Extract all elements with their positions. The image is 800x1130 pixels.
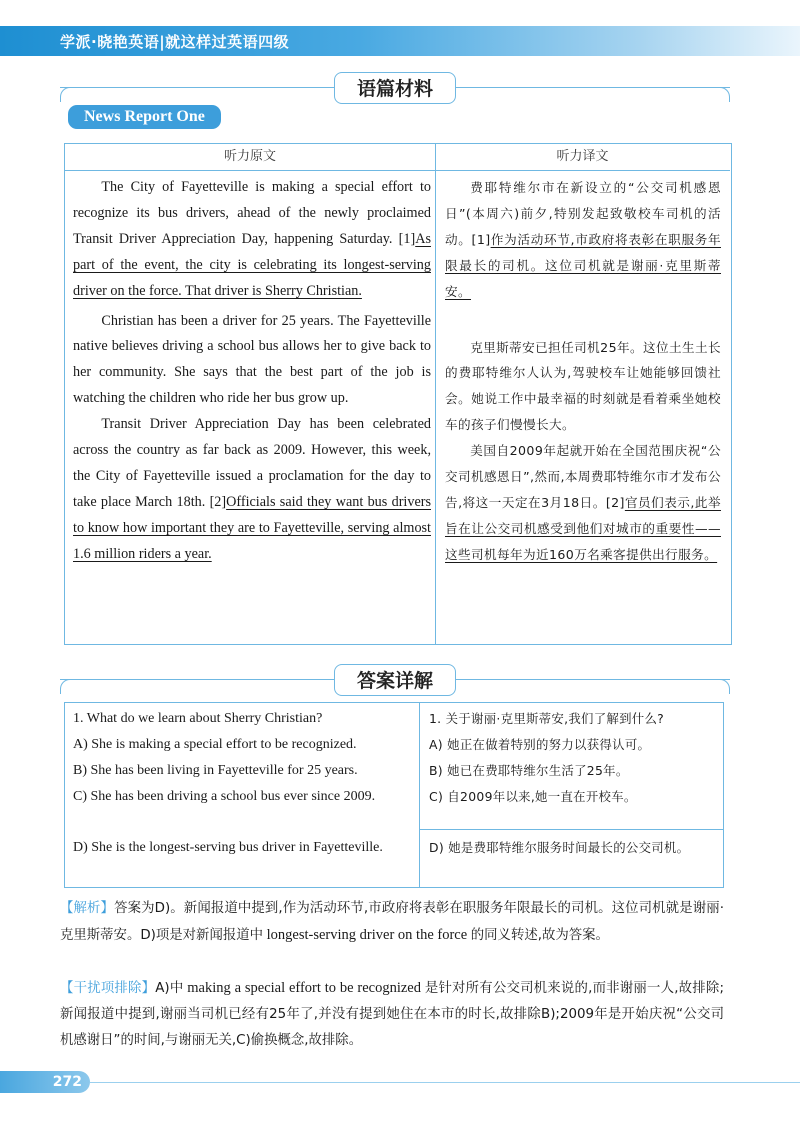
distractor-text-a: A)中	[155, 981, 184, 996]
en-p3-lead: Transit Driver Appreciation Day has been celebrated across the country as far back as 2009. However, this week, the City of Fayetteville issued a proclamation for the day to take place March 18th. [2]	[73, 416, 431, 510]
zh-p3-lead: 美国自2009年起就开始在全国范围庆祝“公交司机感恩日”,然而,本周费耶特维尔市才发布公告,将这一天定在3月18日。[2]	[445, 443, 721, 510]
zh-p1-key-sentence: 作为活动环节,市政府将表彰在职服务年限最长的司机。这位司机就是谢丽·克里斯蒂安。	[445, 231, 721, 299]
header-endcap-right	[711, 679, 730, 694]
option-d-en: D) She is the longest-serving bus driver in Fayetteville.	[73, 840, 383, 855]
distractor-tag: 【干扰项排除】	[60, 981, 156, 996]
analysis-english-phrase: longest-serving driver on the force	[263, 927, 471, 943]
top-banner	[0, 26, 800, 56]
option-c-zh: C) 自2009年以来,她一直在开校车。	[429, 789, 637, 804]
zh-paragraph-3	[445, 438, 721, 568]
section-header-material	[60, 72, 730, 102]
option-b-en: B) She has been living in Fayetteville for 25 years.	[73, 763, 358, 778]
news-report-tab: News Report One	[68, 105, 221, 129]
option-divider	[419, 829, 723, 830]
option-a-en: A) She is making a special effort to be recognized.	[73, 737, 357, 752]
option-c-en: C) She has been driving a school bus ever since 2009.	[73, 789, 376, 804]
question-table	[64, 702, 724, 888]
header-endcap-left	[60, 679, 79, 694]
analysis-paragraph	[60, 896, 724, 949]
section-title-answers: 答案详解	[334, 664, 456, 696]
option-d-zh: D) 她是费耶特维尔服务时间最长的公交司机。	[429, 840, 690, 855]
distractor-paragraph	[60, 975, 724, 1054]
col-head-original: 听力原文	[65, 144, 435, 171]
option-a-zh: A) 她正在做着特别的努力以获得认可。	[429, 737, 651, 752]
section-header-answers	[60, 664, 730, 694]
en-p1-key-sentence: As part of the event, the city is celebrating its longest-serving driver on the force. That driver is Sherry Christian.	[73, 230, 431, 299]
en-paragraph-1	[73, 175, 431, 305]
en-p3-key-sentence: Officials said they want bus drivers to know how important they are to Fayetteville, serving almost 1.6 million riders a year.	[73, 493, 431, 562]
zh-paragraph-2: 克里斯蒂安已担任司机25年。这位土生土长的费耶特维尔人认为,驾驶校车让她能够回馈社会。她说工作中最幸福的时刻就是看着乘坐她校车的孩子们慢慢长大。	[445, 339, 721, 433]
header-endcap-right	[711, 87, 730, 102]
en-p1-lead: The City of Fayetteville is making a special effort to recognize its bus drivers, ahead of the newly proclaimed Transit Driver Appreciation Day, happening Saturday. [1]	[73, 179, 431, 247]
distractor-english-phrase: making a special effort to be recognized	[183, 980, 425, 996]
zh-p3-key-sentence: 官员们表示,此举旨在让公交司机感受到他们对城市的重要性——这些司机每年为近160万名乘客提供出行服务。	[445, 494, 721, 562]
zh-p1-lead: 费耶特维尔市在新设立的“公交司机感恩日”(本周六)前夕,特别发起致敬校车司机的活动。[1]	[445, 180, 721, 247]
chinese-translation	[445, 175, 721, 568]
col-head-translation: 听力译文	[435, 144, 730, 171]
en-paragraph-2: Christian has been a driver for 25 years. The Fayetteville native believes driving a school bus allows her to give back to her community. She says that the best part of the job is watching the children who ride her bus grow up.	[73, 312, 431, 407]
header-endcap-left	[60, 87, 79, 102]
en-paragraph-3	[73, 412, 431, 567]
analysis-text-a: 答案为D)。新闻报道中提到,作为活动环节,市政府将表彰在职服务年限最长的司机。这位司机就是谢丽·克里斯蒂安。D)项是对新闻报道中	[60, 901, 724, 943]
transcript-table	[64, 143, 732, 645]
page-number: 272	[0, 1071, 90, 1093]
column-divider	[435, 144, 436, 644]
analysis-text-b: 的同义转述,故为答案。	[470, 928, 609, 943]
question-stem-en: 1. What do we learn about Sherry Christian?	[73, 711, 323, 726]
question-stem-zh: 1. 关于谢丽·克里斯蒂安,我们了解到什么?	[429, 711, 665, 726]
analysis-tag: 【解析】	[60, 901, 115, 916]
section-title-material: 语篇材料	[334, 72, 456, 104]
distractor-text-b: 是针对所有公交司机来说的,而非谢丽一人,故排除;新闻报道中提到,谢丽当司机已经有25年了,并没有提到她住在本市的时长,故排除B);2009年是开始庆祝“公交司机感谢日”的时间,与谢丽无关,C)偷换概念,故排除。	[60, 981, 724, 1048]
footer-rule	[90, 1082, 800, 1083]
option-b-zh: B) 她已在费耶特维尔生活了25年。	[429, 763, 629, 778]
zh-paragraph-1	[445, 175, 721, 305]
series-title: 学派·晓艳英语|就这样过英语四级	[60, 33, 290, 51]
english-transcript	[73, 175, 431, 568]
